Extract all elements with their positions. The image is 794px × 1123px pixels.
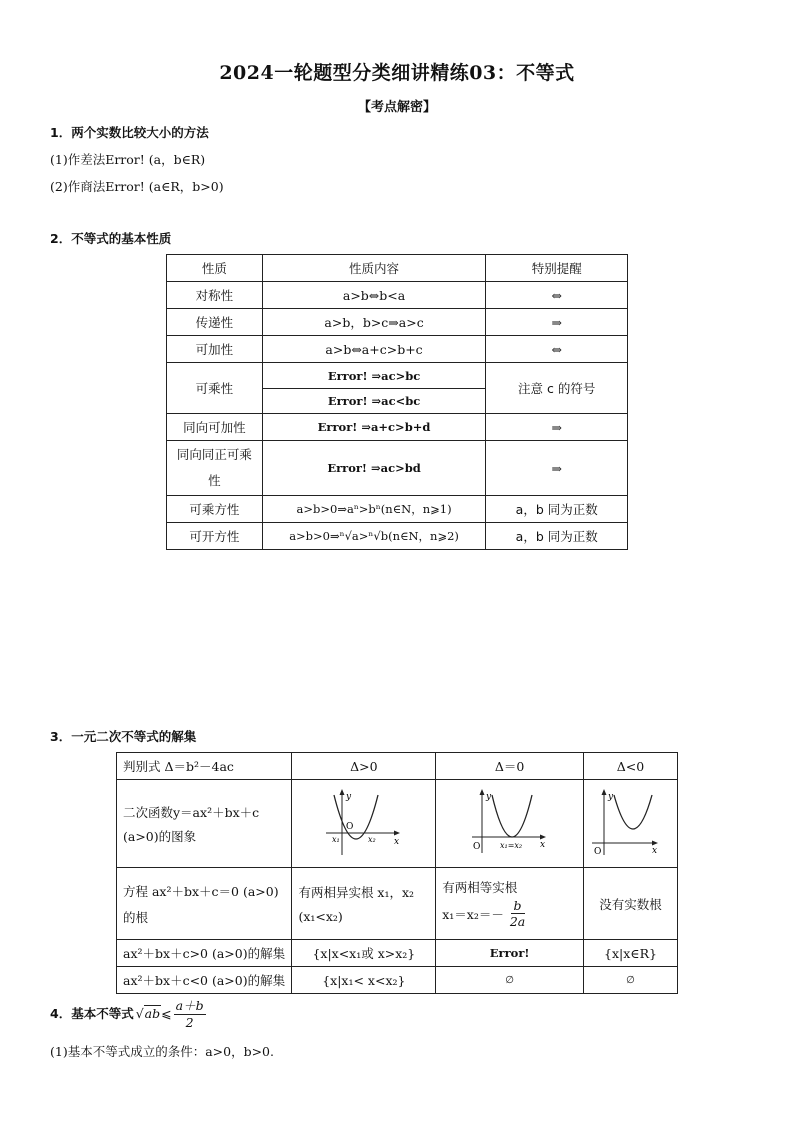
property-content: a>b>0⇒aⁿ>bⁿ(n∈N，n⩾1)	[262, 496, 486, 523]
solution-lt-label: ax²＋bx＋c<0 (a>0)的解集	[117, 967, 292, 994]
table-row	[167, 523, 628, 550]
property-note: ⇒	[486, 309, 628, 336]
table-header-row	[117, 753, 678, 780]
origin-label: O	[345, 822, 354, 832]
roots-zero-formula	[442, 898, 577, 929]
property-content: a>b⇔a+c>b+c	[262, 336, 486, 363]
property-content-split	[262, 363, 486, 414]
solution-lt-zero: ∅	[436, 967, 584, 994]
roots-zero-formula-prefix: x₁＝x₂＝－	[442, 906, 504, 922]
property-name: 同向同正可乘性	[167, 441, 263, 496]
sqrt-argument: ab	[144, 1006, 161, 1021]
roots-row-label	[117, 868, 292, 940]
graph-row-label	[117, 780, 292, 868]
property-name: 可乘方性	[167, 496, 263, 523]
fraction-denominator: 2	[185, 1015, 194, 1030]
roots-row-label-line: 方程 ax²＋bx＋c＝0 (a>0)	[123, 883, 279, 899]
header-cell: Δ<0	[583, 753, 677, 780]
quadratic-table	[116, 752, 678, 994]
solution-lt-negative: ∅	[583, 967, 677, 994]
roots-positive-line: 有两相异实根 x₁，x₂	[298, 885, 415, 900]
table-row	[117, 868, 678, 940]
origin-label: O	[472, 842, 480, 852]
table-row	[167, 309, 628, 336]
header-cell: 性质	[167, 255, 263, 282]
property-content: Error! ⇒ac>bd	[262, 441, 486, 496]
table-row	[167, 282, 628, 309]
solution-gt-negative: {x|x∈R}	[583, 940, 677, 967]
header-cell: Δ＝0	[436, 753, 584, 780]
table-row	[167, 441, 628, 496]
table-row	[117, 780, 678, 868]
y-axis-label: y	[485, 792, 491, 802]
table-row	[117, 940, 678, 967]
section3-heading: 3．一元二次不等式的解集	[50, 729, 197, 744]
root-x1-label: x₁	[331, 835, 340, 844]
x-axis-label: x	[393, 837, 399, 847]
property-name: 对称性	[167, 282, 263, 309]
header-cell: Δ>0	[292, 753, 436, 780]
section-subtitle: 【考点解密】	[357, 100, 436, 115]
property-content: Error! ⇒ac>bc	[263, 364, 486, 389]
root-x2-label: x₂	[367, 835, 376, 844]
solution-lt-positive: {x|x₁< x<x₂}	[292, 967, 436, 994]
property-name: 同向可加性	[167, 414, 263, 441]
roots-positive-line: (x₁<x₂)	[298, 909, 343, 924]
fraction-numerator: a＋b	[175, 998, 204, 1013]
table-row	[167, 363, 628, 414]
table-row	[117, 967, 678, 994]
property-note: a，b 同为正数	[486, 496, 628, 523]
fraction	[507, 898, 528, 929]
property-note: 注意 c 的符号	[486, 363, 628, 414]
table-header-row	[167, 255, 628, 282]
solution-gt-label: ax²＋bx＋c>0 (a>0)的解集	[117, 940, 292, 967]
property-content: Error! ⇒a+c>b+d	[262, 414, 486, 441]
graph-cell-zero	[436, 780, 584, 868]
property-name: 可加性	[167, 336, 263, 363]
section1-heading: 1．两个实数比较大小的方法	[50, 125, 209, 140]
property-note: ⇔	[486, 282, 628, 309]
property-content: a>b⇔b<a	[262, 282, 486, 309]
roots-negative: 没有实数根	[583, 868, 677, 940]
split-cell	[263, 364, 486, 413]
parabola-no-root-graph	[590, 787, 670, 857]
parabola-two-roots-graph	[324, 787, 404, 857]
section4-line1: (1)基本不等式成立的条件：a>0，b>0.	[50, 1044, 274, 1059]
header-cell: 特别提醒	[486, 255, 628, 282]
graph-row-label-line: (a>0)的图象	[123, 828, 197, 844]
property-name: 可乘性	[167, 363, 263, 414]
section4-heading	[50, 996, 206, 1030]
x-axis-label: x	[652, 846, 658, 856]
section1-line2: (2)作商法Error! (a∈R，b>0)	[50, 179, 224, 194]
property-note: ⇒	[486, 441, 628, 496]
origin-label: O	[594, 847, 602, 857]
less-equal-symbol: ⩽	[161, 1005, 172, 1021]
roots-row-label-line: 的根	[123, 909, 149, 925]
graph-cell-positive	[292, 780, 436, 868]
fraction-denominator: 2a	[509, 914, 526, 929]
graph-cell-negative	[583, 780, 677, 868]
property-content: a>b，b>c⇒a>c	[262, 309, 486, 336]
property-name: 可开方性	[167, 523, 263, 550]
roots-zero-line: 有两相等实根	[442, 880, 518, 895]
parabola-double-root-graph	[470, 787, 550, 857]
property-content: a>b>0⇒ⁿ√a>ⁿ√b(n∈N，n⩾2)	[262, 523, 486, 550]
double-root-label: x₁=x₂	[499, 841, 522, 850]
section1-line1: (1)作差法Error! (a，b∈R)	[50, 152, 206, 167]
header-cell: 性质内容	[262, 255, 486, 282]
graph-row-label-line: 二次函数y＝ax²＋bx＋c	[123, 804, 260, 820]
properties-table	[166, 254, 628, 550]
page-title: 2024一轮题型分类细讲精练03：不等式	[219, 62, 575, 84]
y-axis-label: y	[345, 792, 351, 802]
solution-gt-zero: Error!	[436, 940, 584, 967]
fraction	[174, 996, 206, 1030]
property-name: 传递性	[167, 309, 263, 336]
table-row	[167, 414, 628, 441]
property-note: ⇔	[486, 336, 628, 363]
property-note: a，b 同为正数	[486, 523, 628, 550]
property-note: ⇒	[486, 414, 628, 441]
y-axis-label: y	[608, 792, 614, 802]
property-content: Error! ⇒ac<bc	[327, 393, 421, 408]
table-row	[167, 336, 628, 363]
header-cell: 判别式 Δ＝b²－4ac	[117, 753, 292, 780]
fraction-numerator: b	[511, 898, 525, 914]
roots-positive	[292, 868, 436, 940]
x-axis-label: x	[539, 840, 545, 850]
solution-gt-positive: {x|x<x₁或 x>x₂}	[292, 940, 436, 967]
sqrt-symbol: √	[135, 1005, 144, 1021]
section4-heading-prefix: 4．基本不等式	[50, 1006, 134, 1021]
table-row	[167, 496, 628, 523]
roots-zero	[436, 868, 584, 940]
section2-heading: 2．不等式的基本性质	[50, 231, 172, 246]
